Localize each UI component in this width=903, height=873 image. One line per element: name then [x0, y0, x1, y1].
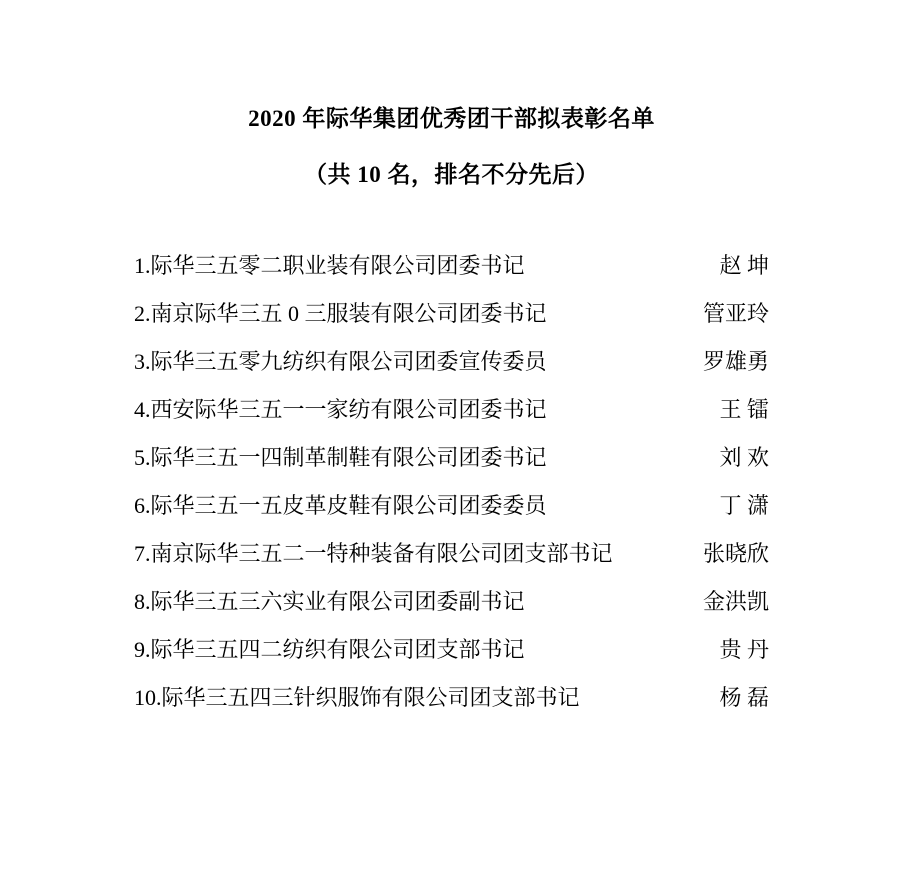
list-item	[0, 338, 903, 386]
list-item-organization: 际华三五一五皮革皮鞋有限公司团委委员	[150, 492, 547, 518]
list-item-organization: 际华三五三六实业有限公司团委副书记	[150, 588, 525, 614]
list-item-index: 5.	[134, 444, 151, 470]
list-item-organization: 西安际华三五一一家纺有限公司团委书记	[150, 396, 547, 422]
list-item	[0, 434, 903, 482]
list-item-index: 7.	[134, 540, 151, 566]
list-item-organization: 际华三五零九纺织有限公司团委宣传委员	[150, 348, 547, 374]
list-item	[0, 242, 903, 290]
list-item-name: 罗雄勇	[702, 348, 769, 374]
list-item-index: 2.	[134, 300, 151, 326]
list-item-name: 王 镭	[719, 396, 769, 422]
list-item	[0, 386, 903, 434]
list-item-name: 管亚玲	[702, 300, 769, 326]
list-item-index: 3.	[134, 348, 151, 374]
list-item-organization: 际华三五一四制革制鞋有限公司团委书记	[150, 444, 547, 470]
list-item-name: 丁 潇	[719, 492, 769, 518]
list-item-organization: 南京际华三五二一特种装备有限公司团支部书记	[150, 540, 613, 566]
list-item	[0, 530, 903, 578]
list-item-name: 张晓欣	[702, 540, 769, 566]
honoree-list	[0, 242, 903, 722]
page-title: 2020 年际华集团优秀团干部拟表彰名单	[248, 106, 655, 131]
list-item-index: 8.	[134, 588, 151, 614]
list-item	[0, 578, 903, 626]
list-item-index: 9.	[134, 636, 151, 662]
list-item	[0, 290, 903, 338]
list-item-name: 贵 丹	[719, 636, 769, 662]
list-item	[0, 626, 903, 674]
list-item-organization: 际华三五四三针织服饰有限公司团支部书记	[161, 684, 580, 710]
list-item-index: 1.	[134, 252, 151, 278]
page-subtitle: （共 10 名，排名不分先后）	[304, 161, 599, 187]
list-item-name: 杨 磊	[719, 684, 769, 710]
list-item-index: 4.	[134, 396, 151, 422]
list-item	[0, 482, 903, 530]
list-item-organization: 南京际华三五 0 三服装有限公司团委书记	[150, 300, 547, 326]
list-item-index: 6.	[134, 492, 151, 518]
list-item-index: 10.	[134, 684, 162, 710]
list-item-name: 刘 欢	[719, 444, 769, 470]
list-item-organization: 际华三五零二职业装有限公司团委书记	[150, 252, 525, 278]
list-item-name: 赵 坤	[719, 252, 769, 278]
list-item-organization: 际华三五四二纺织有限公司团支部书记	[150, 636, 525, 662]
list-item-name: 金洪凯	[702, 588, 769, 614]
document-page	[0, 104, 903, 873]
list-item	[0, 674, 903, 722]
